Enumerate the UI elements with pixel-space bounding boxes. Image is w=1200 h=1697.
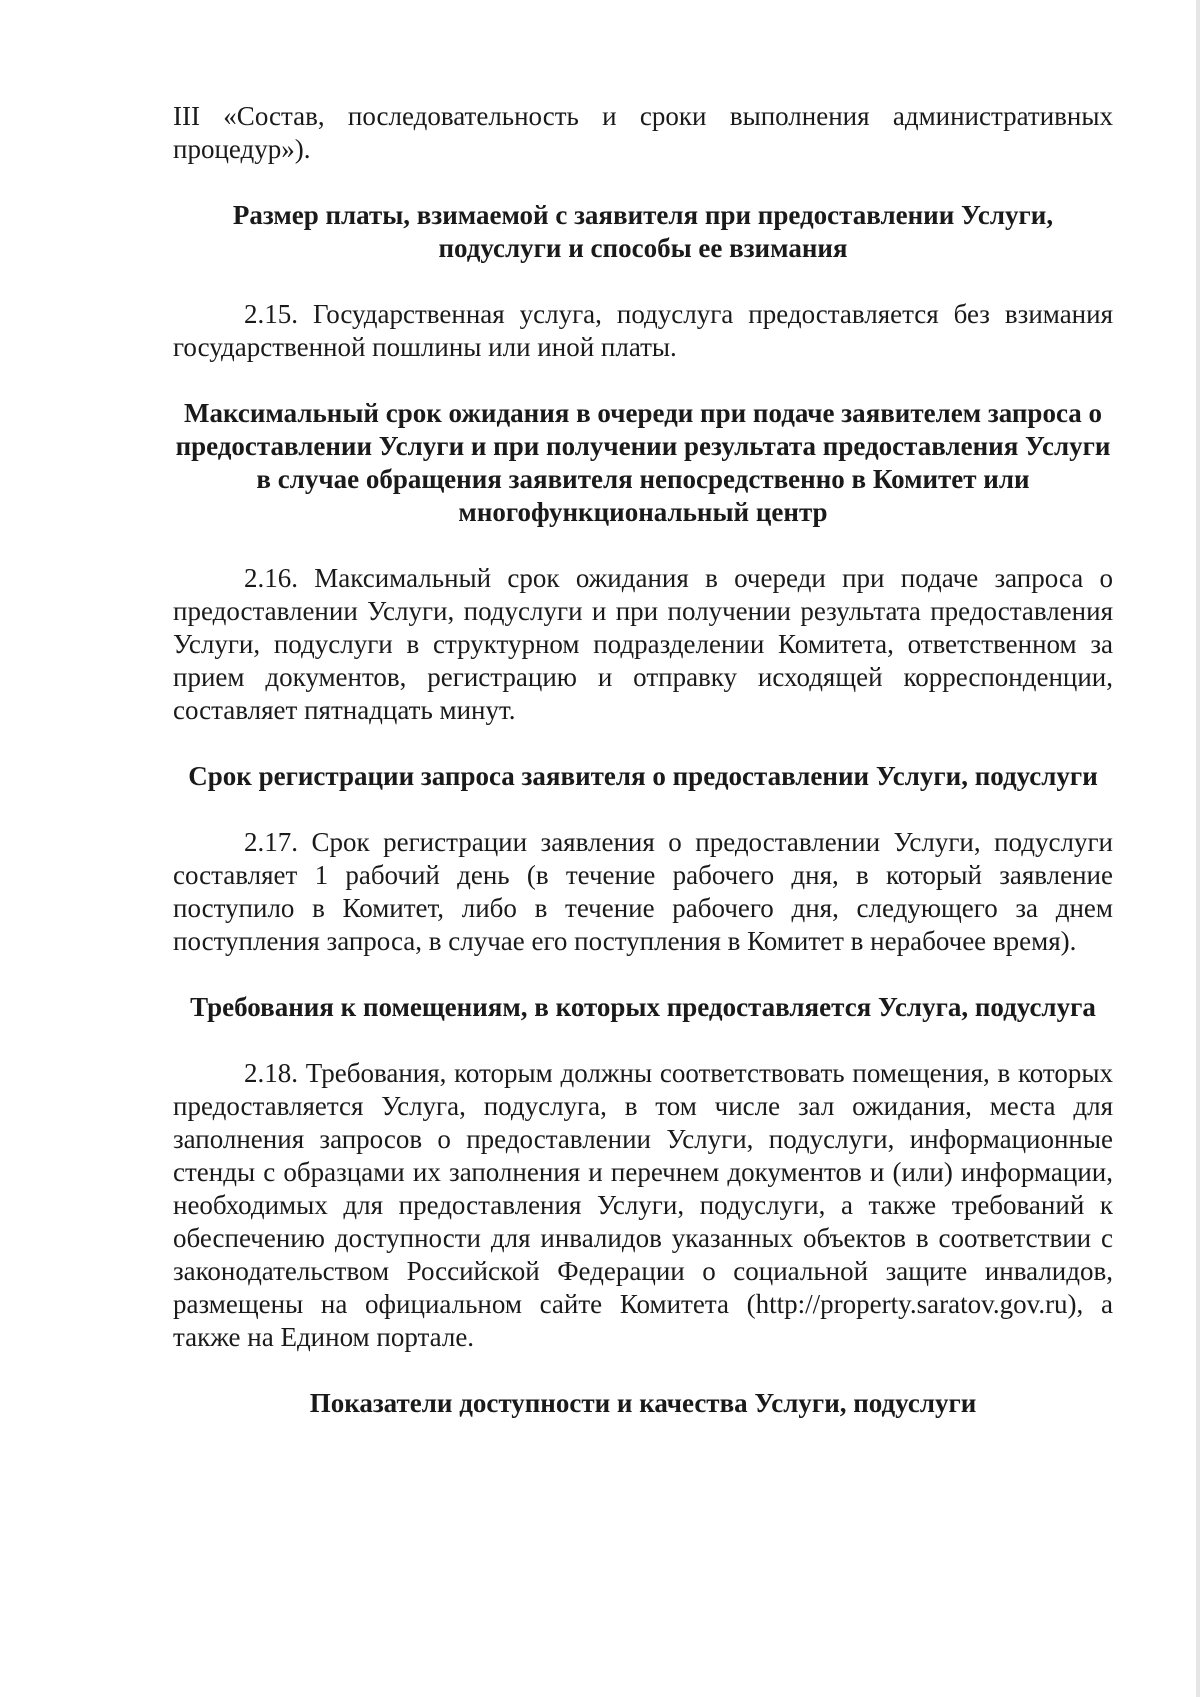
document-page [173, 100, 1113, 1420]
section-heading-registration [173, 760, 1113, 793]
paragraph-2-17: 2.17. Срок регистрации заявления о предоставлении Услуги, подуслуги составляет 1 рабочий день (в течение рабочего дня, в который заявление поступило в Комитет, либо в течение рабочего дня, следующего за днем поступления запроса, в случае его поступления в Комитет в нерабочее время). [173, 827, 1113, 956]
paragraph-2-15: 2.15. Государственная услуга, подуслуга предоставляется без взимания государственной пошлины или иной платы. [173, 299, 1113, 362]
paragraph-2-18: 2.18. Требования, которым должны соответствовать помещения, в которых предоставляется Услуга, подуслуга, в том числе зал ожидания, места для заполнения запросов о предоставлении Услуги, подуслуги, информационные стенды с образцами их заполнения и перечнем документов и (или) информации, необходимых для предоставления Услуги, подуслуги, а также требований к обеспечению доступности для инвалидов указанных объектов в соответствии с законодательством Российской Федерации о социальной защите инвалидов, размещены на официальном сайте Комитета (http://property.saratov.gov.ru), а также на Едином портале. [173, 1058, 1113, 1352]
section-heading-premises [173, 991, 1113, 1024]
heading-line: Услуги, подуслуги и способы ее взимания [438, 200, 1054, 263]
heading-line: Показатели доступности и качества Услуги, подуслуги [309, 1388, 977, 1418]
heading-line: Размер платы, взимаемой с заявителя при предоставлении [232, 200, 955, 230]
page-edge [1196, 0, 1200, 1697]
section-heading-fee [173, 199, 1113, 265]
heading-line: предоставления Услуги в случае обращения заявителя непосредственно [256, 431, 1111, 494]
section-heading-queue-time [173, 397, 1113, 529]
section-heading-accessibility [173, 1387, 1113, 1420]
paragraph-2-16: 2.16. Максимальный срок ожидания в очереди при подаче запроса о предоставлении Услуги, подуслуги и при получении результата предоставления Услуги, подуслуги в структурном подразделении Комитета, ответственном за прием документов, регистрацию и отправку исходящей корреспонденции, составляет пятнадцать минут. [173, 563, 1113, 725]
heading-line: Максимальный срок ожидания в очереди при подаче заявителем [183, 398, 982, 428]
heading-line: запроса о предоставлении Услуги и при получении результата [175, 398, 1103, 461]
heading-line: Требования к помещениям, [190, 992, 528, 1022]
heading-line: Услуги, подуслуги [875, 761, 1098, 791]
paragraph-continuation: III «Состав, последовательность и сроки выполнения административных процедур»). [173, 101, 1113, 164]
heading-line: в Комитет или многофункциональный центр [458, 464, 1030, 527]
heading-line: Срок регистрации запроса заявителя о предоставлении [188, 761, 870, 791]
heading-line: в которых предоставляется Услуга, подуслуга [534, 992, 1096, 1022]
